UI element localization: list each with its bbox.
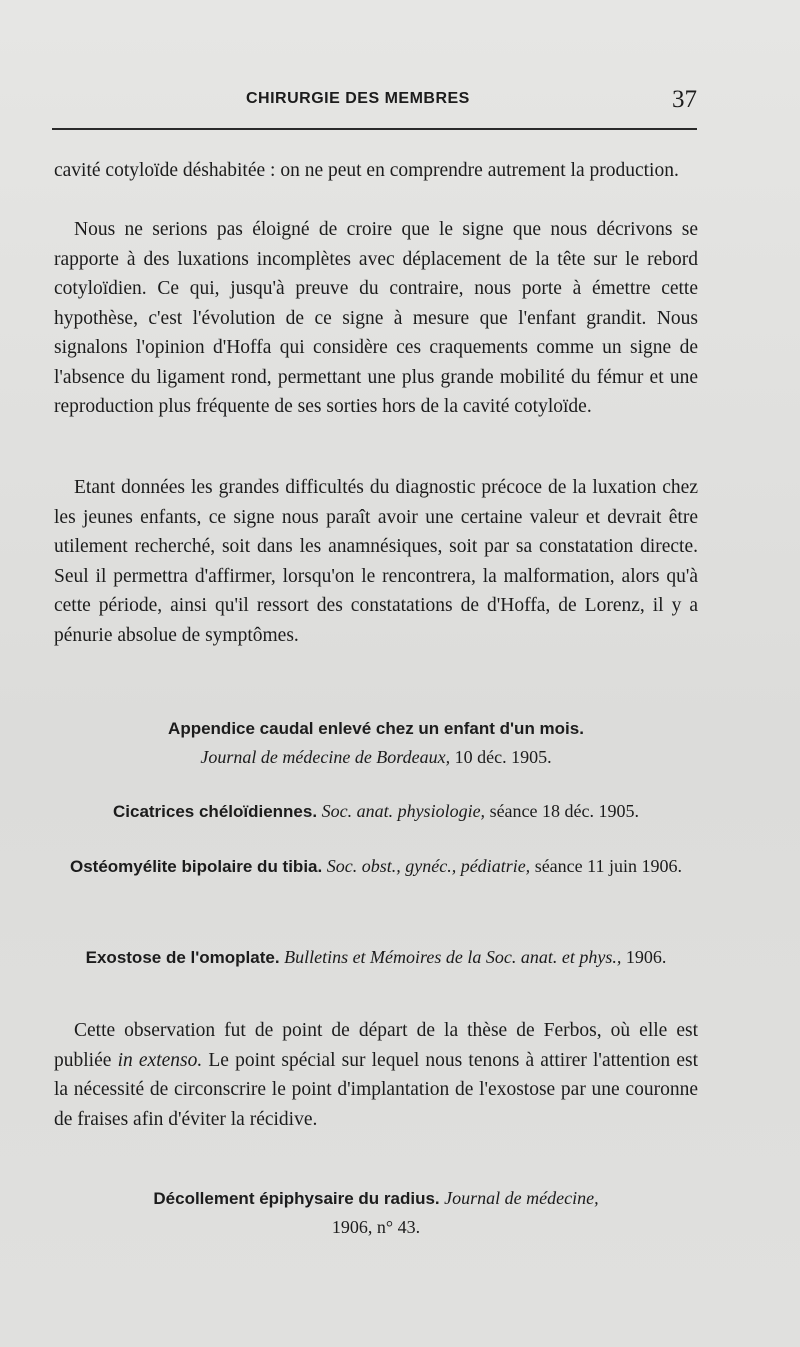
observation-italic: in extenso. [117, 1049, 203, 1071]
publication-entry [54, 714, 698, 771]
running-title: CHIRURGIE DES MEMBRES [246, 90, 470, 107]
publication-entry [54, 852, 698, 881]
publication-details: 10 déc. 1905. [454, 747, 552, 767]
publication-source: Bulletins et Mémoires de la Soc. anat. et phys., [284, 947, 622, 967]
publication-details: séance 18 déc. 1905. [489, 801, 640, 821]
observation-text: Cette observation fut de point de départ de la thèse de Ferbos, où elle est publiée [54, 1020, 698, 1071]
page-number: 37 [672, 86, 697, 113]
publication-details: séance 11 juin 1906. [534, 856, 682, 876]
publication-title: Appendice caudal enlevé chez un enfant d'un mois. [168, 719, 584, 738]
publication-source: Journal de médecine, [444, 1188, 599, 1208]
publication-title: Cicatrices chéloïdiennes. [112, 802, 318, 821]
observation-text-end: Le point spécial sur lequel nous tenons à attirer l'attention est la nécessité de circonscrire le point d'implantation de l'exostose par une couronne de fraises afin d'éviter la récidive. [54, 1049, 698, 1130]
header-rule [52, 128, 697, 130]
publication-source: Soc. anat. physiologie, [321, 801, 486, 821]
paragraph-diagnostic: Etant données les grandes difficultés du diagnostic précoce de la luxation chez les jeunes enfants, ce signe nous paraît avoir une certaine valeur et devrait être utilement recherché, soit dans les anamnésiques, soit par sa constatation directe. Seul il permettra d'affirmer, lorsqu'on le rencontrera, la malformation, alors qu'à cette période, ainsi qu'il ressort des constatations de d'Hoffa, de Lorenz, il y a pénurie absolue de symptômes. [54, 477, 698, 646]
running-head [0, 88, 800, 112]
publication-details: 1906. [625, 947, 667, 967]
publication-entry [54, 1184, 698, 1241]
publication-source: Journal de médecine de Bordeaux, [200, 747, 451, 767]
publication-title: Ostéomyélite bipolaire du tibia. [70, 857, 323, 876]
publication-source: Soc. obst., gynéc., pédiatrie, [326, 856, 531, 876]
publication-entry [54, 797, 698, 826]
publication-title: Décollement épiphysaire du radius. [153, 1189, 440, 1208]
paragraph-observation [54, 1016, 698, 1134]
publication-title: Exostose de l'omoplate. [85, 948, 280, 967]
publication-details: 1906, n° 43. [331, 1217, 421, 1237]
paragraph-luxations: Nous ne serions pas éloigné de croire que le signe que nous décrivons se rapporte à des luxations incomplètes avec déplacement de la tête sur le rebord cotyloïdien. Ce qui, jusqu'à preuve du contraire, nous porte à émettre cette hypothèse, c'est l'évolution de ce signe à mesure que l'enfant grandit. Nous signalons l'opinion d'Hoffa qui considère ces craquements comme un signe de l'absence du ligament rond, permettant une plus grande mobilité du fémur et une reproduction plus fréquente de ses sorties hors de la cavité cotyloïde. [54, 219, 698, 417]
publication-entry [54, 943, 698, 972]
paragraph-cavite: cavité cotyloïde déshabitée : on ne peut en comprendre autrement la production. [54, 160, 679, 181]
